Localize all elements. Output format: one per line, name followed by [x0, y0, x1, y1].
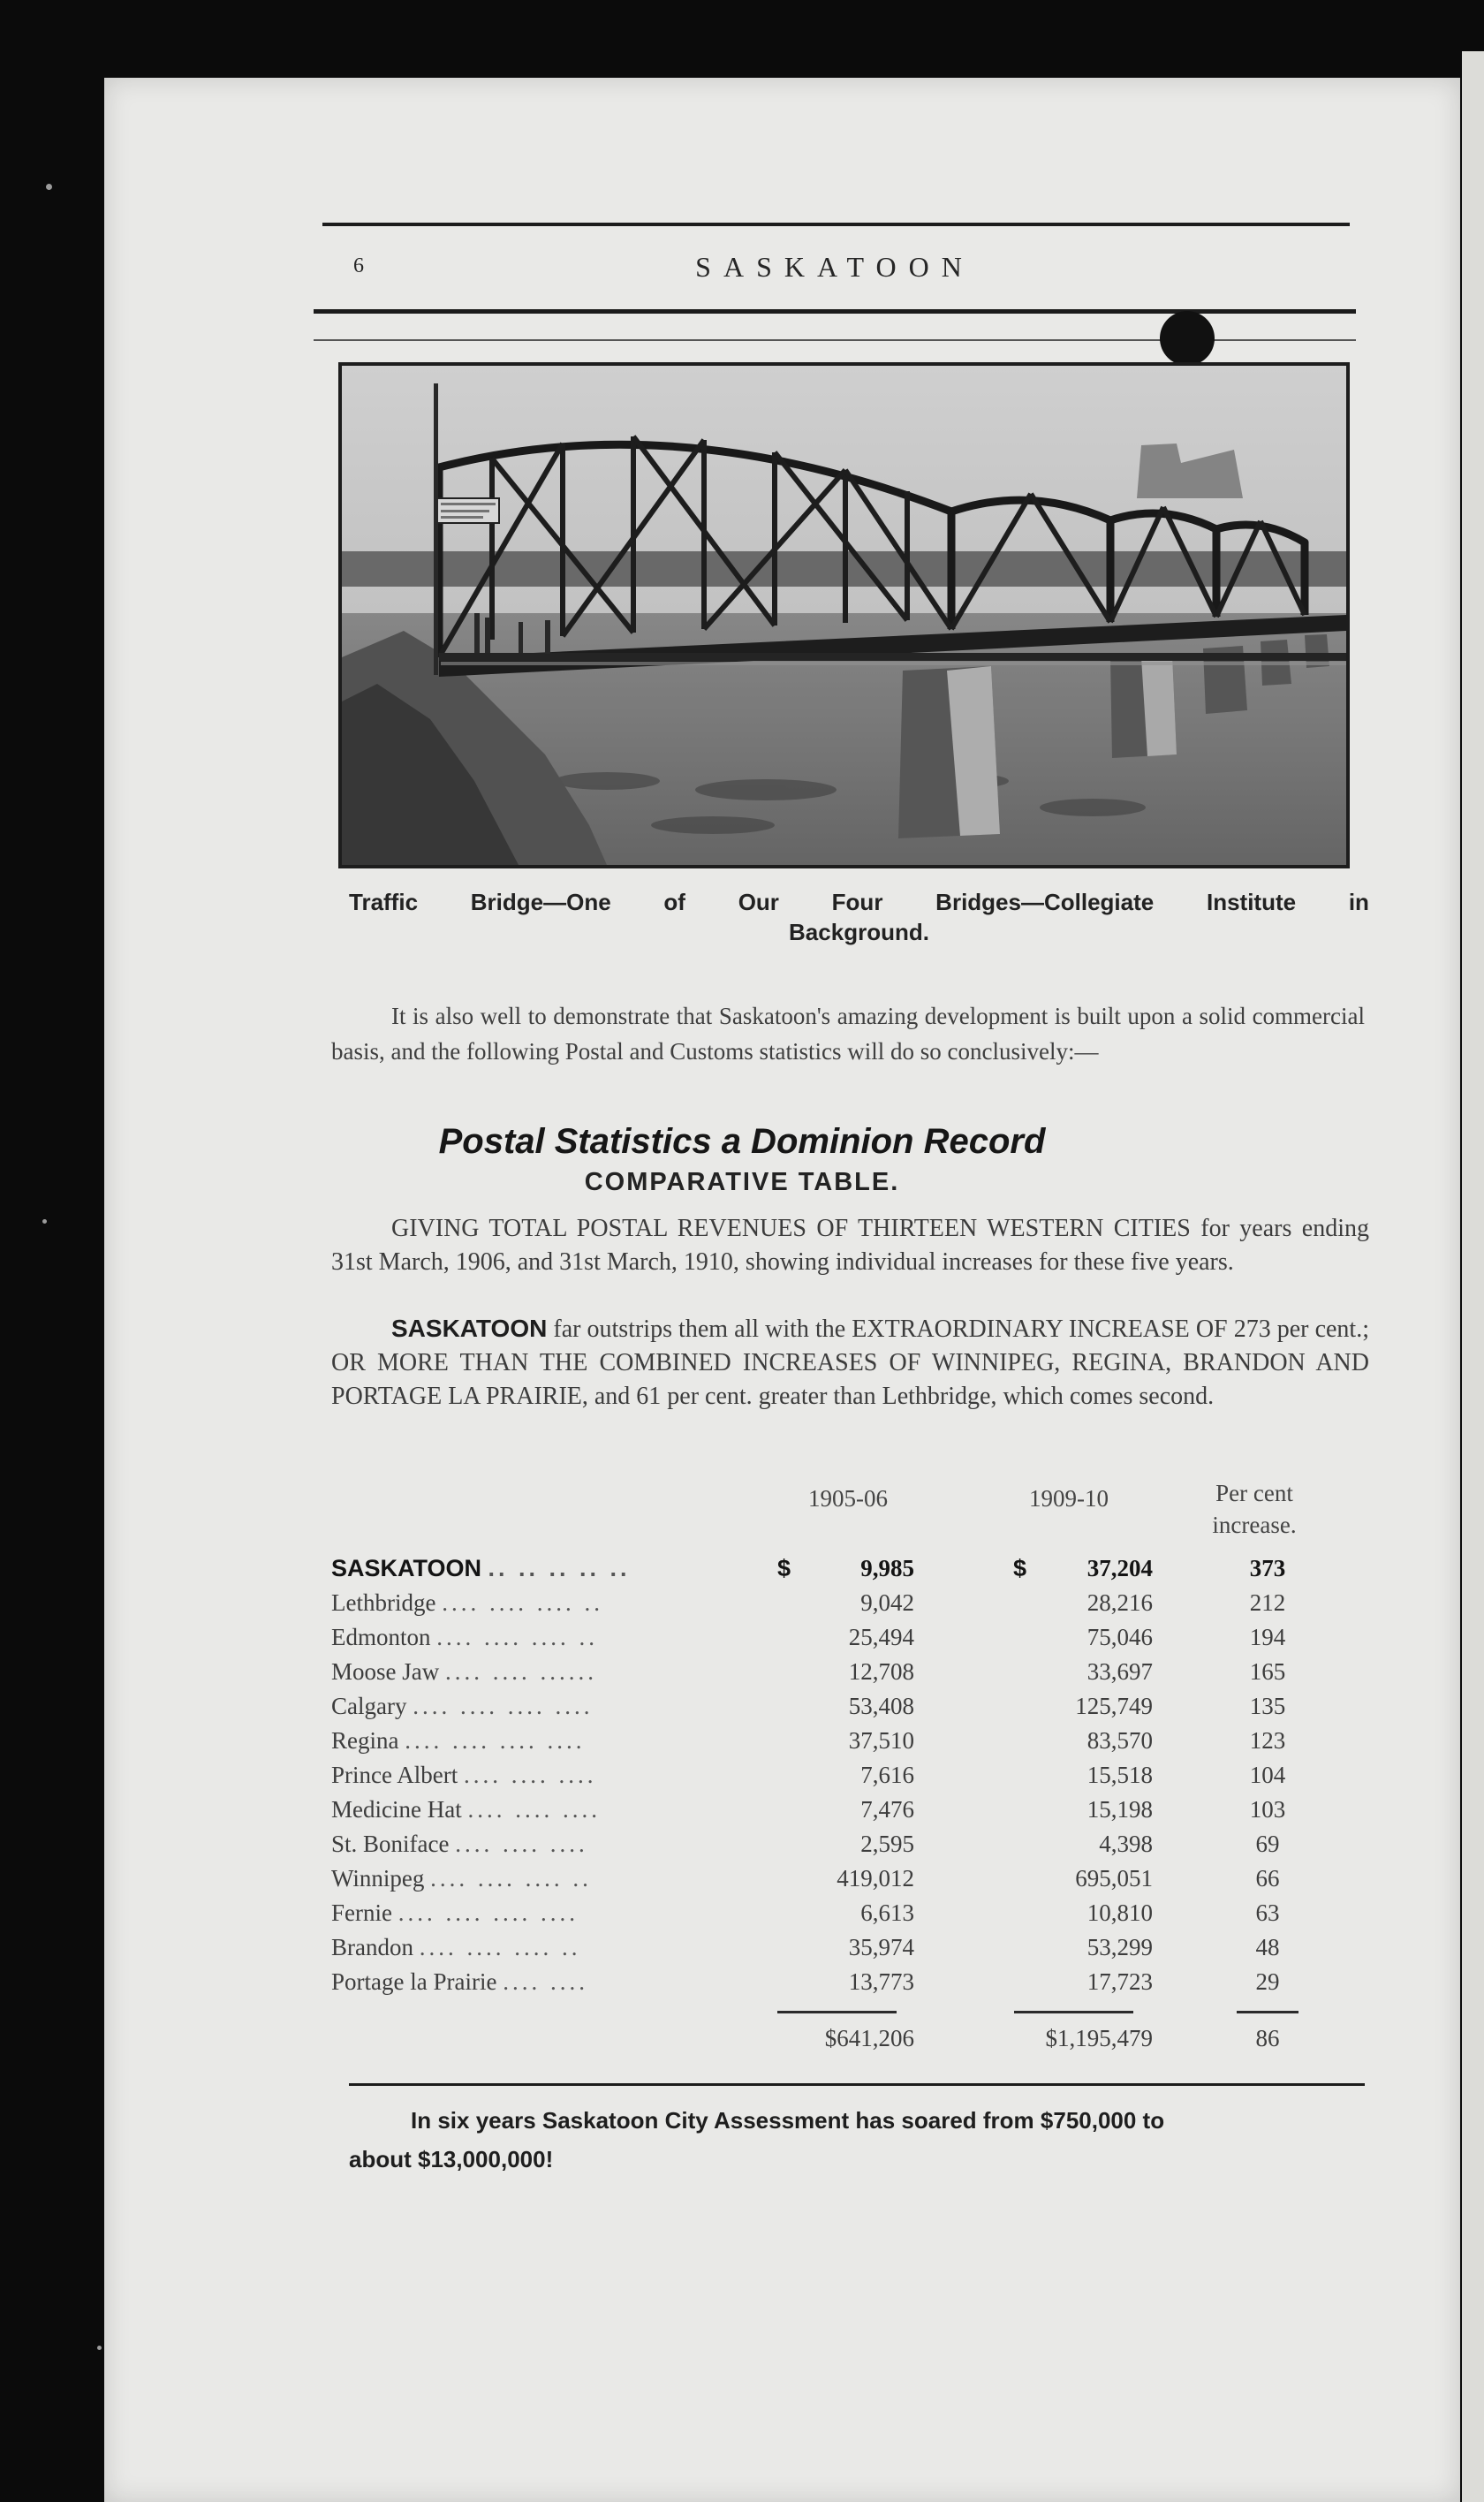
city-name: [331, 1899, 579, 1927]
caption-word: in: [1348, 889, 1369, 915]
revenue-1909-10: 4,398: [1099, 1831, 1153, 1857]
city-name: [331, 1865, 592, 1892]
percent-increase: 373: [1249, 1555, 1286, 1581]
dust-speck: [42, 1219, 47, 1224]
caption-word: Four: [831, 889, 883, 915]
table-row: [331, 1762, 1352, 1796]
postal-statistics-heading: Postal Statistics a Dominion Record: [438, 1122, 1046, 1161]
percent-increase: 135: [1249, 1693, 1286, 1719]
revenue-1905-06: 25,494: [848, 1624, 914, 1650]
city-name: [331, 1624, 598, 1651]
leader-dots: .... .... .... ..: [442, 1589, 603, 1616]
table-row: [331, 1589, 1352, 1624]
revenue-1905-06: 9,985: [860, 1555, 914, 1581]
revenue-1905-06: 35,974: [848, 1934, 914, 1960]
city-name: [331, 1831, 588, 1858]
closing-statement: [349, 2101, 1391, 2179]
table-row: [331, 1934, 1352, 1968]
col-header-1905-06: 1905-06: [808, 1485, 888, 1512]
revenue-1905-06: 53,408: [848, 1693, 914, 1719]
city-name: [331, 1762, 596, 1789]
percent-increase: 212: [1249, 1589, 1286, 1616]
city-name: [331, 1555, 631, 1582]
revenue-1909-10: 53,299: [1086, 1934, 1153, 1960]
facing-page-edge: [1462, 51, 1484, 2502]
revenue-1905-06: 419,012: [837, 1865, 914, 1892]
leader-dots: .... .... .... ..: [436, 1624, 598, 1650]
giving-total-paragraph: GIVING TOTAL POSTAL REVENUES OF THIRTEEN WESTERN CITIES for years ending 31st March, 1906, and 31st March, 1910, showing individual increases for these five years.: [331, 1215, 1369, 1276]
header-rule-top: [322, 223, 1350, 226]
city-label: Brandon: [331, 1934, 413, 1960]
leader-dots: .... .... .... ..: [419, 1934, 581, 1960]
total-1905-06: $641,206: [824, 2025, 914, 2051]
revenue-1905-06: 13,773: [848, 1968, 914, 1995]
revenue-1905-06: 12,708: [848, 1658, 914, 1685]
table-totals-row: [331, 2025, 1352, 2059]
saskatoon-lead: SASKATOON: [391, 1315, 548, 1342]
col-header-1909-10: 1909-10: [1029, 1485, 1109, 1512]
revenue-1909-10: 37,204: [1086, 1555, 1153, 1581]
table-row: [331, 1727, 1352, 1762]
currency-sign: $: [777, 1555, 791, 1581]
percent-increase: 66: [1255, 1865, 1280, 1892]
city-label: Calgary: [331, 1693, 407, 1719]
table-row: [331, 1624, 1352, 1658]
percent-increase: 29: [1255, 1968, 1280, 1995]
table-row: [331, 1899, 1352, 1934]
caption-word: Bridge—One: [470, 889, 611, 915]
total-rule-1909: [1014, 2011, 1133, 2013]
revenue-1905-06: 2,595: [860, 1831, 914, 1857]
city-label: Fernie: [331, 1899, 392, 1926]
city-name: [331, 1968, 588, 1996]
revenue-1905-06: 6,613: [860, 1899, 914, 1926]
percent-increase: 69: [1255, 1831, 1280, 1857]
page-number: 6: [353, 254, 364, 277]
increase-text: far outstrips them all with the EXTRAORDINARY INCREASE OF 273 per cent.; OR MORE THAN THE COMBINED INCREASES OF WINNIPEG, REGINA, BRANDON AND PORTAGE LA PRAIRIE, and 61 per cent. greater than Lethbridge, which comes second.: [331, 1315, 1369, 1410]
footer-rule: [349, 2083, 1365, 2086]
revenue-1905-06: 37,510: [848, 1727, 914, 1754]
revenue-1909-10: 28,216: [1086, 1589, 1153, 1616]
city-label: Winnipeg: [331, 1865, 425, 1892]
col-header-percent-increase: [1175, 1477, 1334, 1541]
comparative-table-heading: COMPARATIVE TABLE.: [584, 1168, 900, 1196]
table-row: [331, 1555, 1352, 1589]
currency-sign: $: [1013, 1555, 1027, 1581]
percent-increase: 48: [1255, 1934, 1280, 1960]
header-rule-bottom: [314, 309, 1356, 314]
caption-word: Institute: [1206, 889, 1297, 915]
leader-dots: .... .... .... ....: [405, 1727, 586, 1754]
table-row: [331, 1865, 1352, 1899]
city-label: Prince Albert: [331, 1762, 458, 1788]
revenue-1909-10: 15,518: [1086, 1762, 1153, 1788]
revenue-1909-10: 15,198: [1086, 1796, 1153, 1823]
city-label: Regina: [331, 1727, 399, 1754]
total-percent-increase: 86: [1255, 2025, 1280, 2051]
caption-word: Traffic: [349, 889, 419, 915]
leader-dots: .... .... ......: [445, 1658, 597, 1685]
table-row: [331, 1796, 1352, 1831]
city-label: Edmonton: [331, 1624, 431, 1650]
percent-header-line2: increase.: [1212, 1512, 1297, 1538]
percent-header-line1: Per cent: [1215, 1480, 1293, 1506]
caption-line-1: [349, 887, 1369, 917]
percent-increase: 123: [1249, 1727, 1286, 1754]
leader-dots: .... .... .... ..: [430, 1865, 592, 1892]
leader-dots: .... .... ....: [455, 1831, 588, 1857]
leader-dots: .... .... .... ....: [398, 1899, 579, 1926]
city-name: [331, 1693, 593, 1720]
revenue-1905-06: 9,042: [860, 1589, 914, 1616]
city-name: [331, 1796, 601, 1823]
caption-line-2: Background.: [789, 919, 929, 945]
caption-word: of: [663, 889, 685, 915]
dust-speck: [97, 2346, 102, 2350]
running-header: [318, 247, 1352, 292]
table-row: [331, 1831, 1352, 1865]
city-label: Moose Jaw: [331, 1658, 440, 1685]
bridge-illustration: [342, 366, 1346, 865]
city-label: Portage la Prairie: [331, 1968, 497, 1995]
leader-dots: .... .... ....: [463, 1762, 597, 1788]
percent-increase: 103: [1249, 1796, 1286, 1823]
revenue-1909-10: 10,810: [1086, 1899, 1153, 1926]
percent-increase: 194: [1249, 1624, 1286, 1650]
city-label: Medicine Hat: [331, 1796, 462, 1823]
revenue-1909-10: 75,046: [1086, 1624, 1153, 1650]
city-label: St. Boniface: [331, 1831, 450, 1857]
city-name: [331, 1934, 580, 1961]
caption-word: Our: [738, 889, 779, 915]
leader-dots: .... .... .... ....: [413, 1693, 594, 1719]
revenue-1909-10: 17,723: [1086, 1968, 1153, 1995]
table-row: [331, 1658, 1352, 1693]
city-name: [331, 1727, 585, 1755]
figure-caption: [349, 887, 1369, 947]
revenue-1909-10: 125,749: [1075, 1693, 1153, 1719]
leader-dots: .... ....: [503, 1968, 588, 1995]
city-label: SASKATOON: [331, 1555, 482, 1581]
percent-increase: 165: [1249, 1658, 1286, 1685]
running-title: SASKATOON: [695, 251, 974, 283]
city-name: [331, 1658, 597, 1686]
revenue-1909-10: 695,051: [1075, 1865, 1153, 1892]
intro-paragraph: It is also well to demonstrate that Saskatoon's amazing development is built upon a solid commercial basis, and the following Postal and Customs statistics will do so conclusively:—: [331, 1003, 1365, 1065]
city-label: Lethbridge: [331, 1589, 436, 1616]
table-row: [331, 1693, 1352, 1727]
closing-line-2: about $13,000,000!: [349, 2146, 554, 2172]
revenue-1909-10: 83,570: [1086, 1727, 1153, 1754]
percent-increase: 63: [1255, 1899, 1280, 1926]
dust-speck: [46, 184, 52, 190]
percent-increase: 104: [1249, 1762, 1286, 1788]
leader-dots: .... .... ....: [467, 1796, 601, 1823]
total-1909-10: $1,195,479: [1045, 2025, 1153, 2051]
ink-blot: [1160, 311, 1215, 366]
revenue-1905-06: 7,476: [860, 1796, 914, 1823]
revenue-1909-10: 33,697: [1086, 1658, 1153, 1685]
bridge-photo: [338, 362, 1350, 868]
total-rule-1905: [777, 2011, 897, 2013]
saskatoon-increase-paragraph: [331, 1312, 1369, 1414]
table-row: [331, 1968, 1352, 2003]
city-name: [331, 1589, 603, 1617]
revenue-1905-06: 7,616: [860, 1762, 914, 1788]
caption-word: Bridges—Collegiate: [935, 889, 1155, 915]
closing-line-1: In six years Saskatoon City Assessment has soared from $750,000 to: [411, 2107, 1165, 2134]
leader-dots: .. .. .. .. ..: [488, 1555, 631, 1581]
total-rule-percent: [1237, 2011, 1298, 2013]
